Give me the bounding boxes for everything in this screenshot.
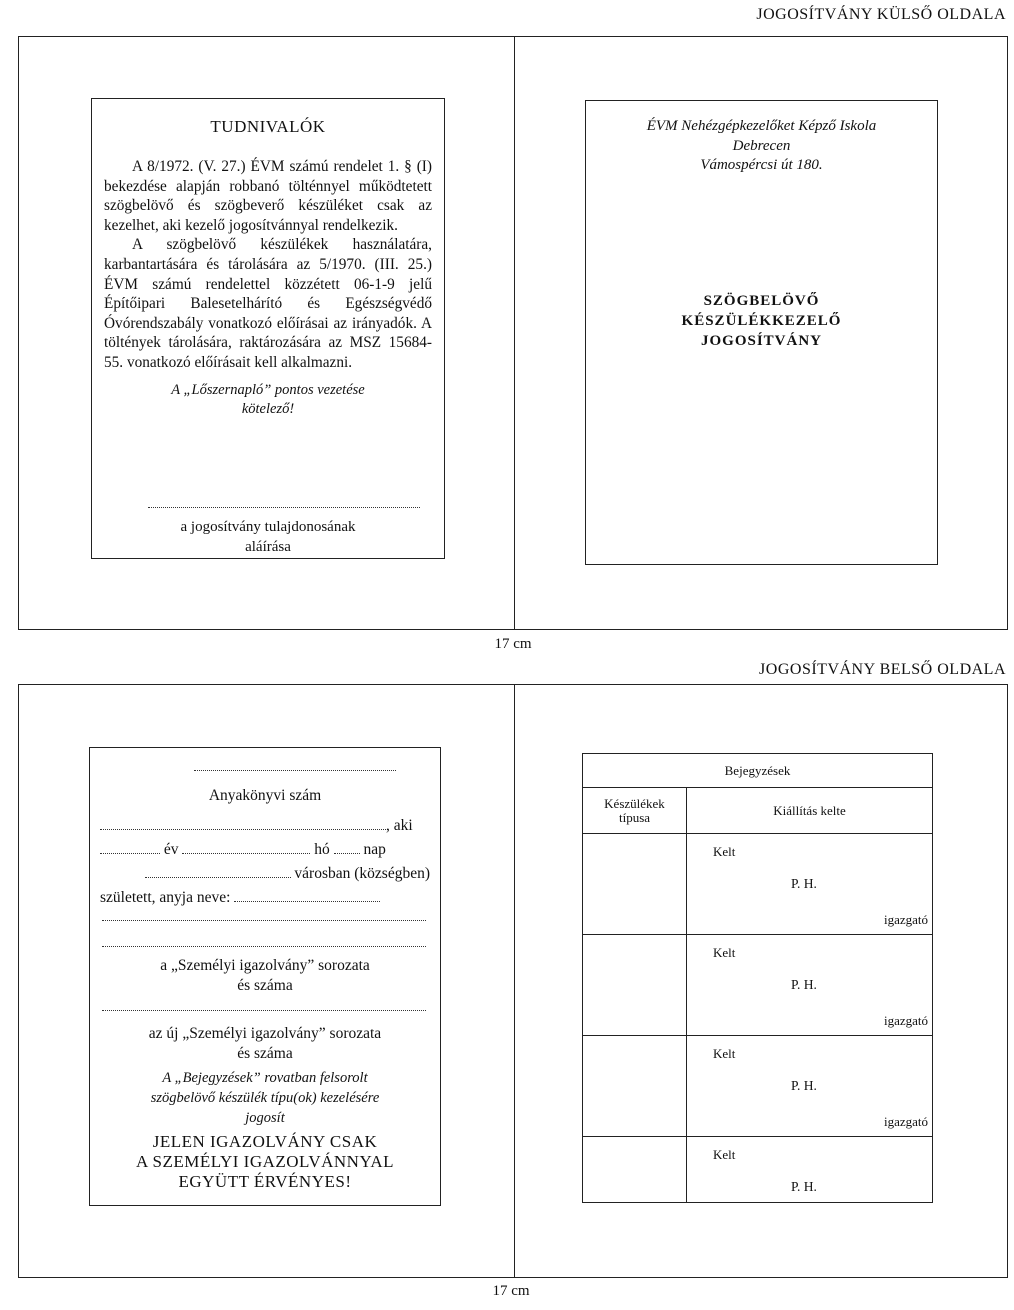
director-label: igazgató (883, 1013, 928, 1028)
aki-label: , aki (386, 817, 413, 834)
inner-side-title: JOGOSÍTVÁNY BELSŐ OLDALA (759, 661, 1006, 678)
director-label: igazgató (883, 1114, 928, 1129)
notice-panel (91, 98, 445, 559)
device-type-header-line-1: Készülékek (604, 795, 665, 811)
kelt-label: Kelt (713, 1147, 736, 1162)
cover-title (586, 291, 937, 351)
kelt-label: Kelt (713, 945, 736, 960)
outer-width-label: 17 cm (494, 636, 532, 652)
id-series-dotted-line (102, 1010, 426, 1011)
name-line (100, 816, 430, 836)
fold-line-inner (514, 685, 515, 1277)
stamp-place-label: P. H. (791, 1179, 817, 1194)
month-label: hó (314, 841, 330, 858)
validity-line-2: A SZEMÉLYI IGAZOLVÁNNYAL (135, 1152, 395, 1171)
authorization-line-2: szögbelövő készülék típu(ok) kezelésére (150, 1090, 380, 1106)
issue-date-cell (687, 1137, 933, 1203)
entries-header-label: Bejegyzések (724, 762, 791, 778)
entries-header (583, 754, 933, 788)
director-label: igazgató (883, 912, 928, 927)
table-row (583, 1036, 933, 1137)
registry-number-dotted-line (194, 770, 396, 771)
signature-dotted-line (148, 507, 420, 508)
device-type-cell (583, 1137, 687, 1203)
issue-date-cell (687, 834, 933, 935)
fold-line (514, 37, 515, 629)
day-label: nap (363, 841, 386, 858)
notice-note-line-1: A „Lőszernapló” pontos vezetése (171, 381, 365, 398)
cover-institution-name: ÉVM Nehézgépkezelőket Képző Iskola (646, 118, 877, 134)
table-row (583, 834, 933, 935)
day-dots (334, 841, 360, 854)
kelt-label: Kelt (713, 844, 736, 859)
new-id-series-line-1: az új „Személyi igazolvány” sorozata (148, 1025, 382, 1042)
device-type-cell (583, 935, 687, 1036)
entries-header-row (583, 754, 933, 788)
blank-dotted-line-1 (102, 920, 426, 921)
table-row (583, 935, 933, 1036)
issue-date-cell (687, 1036, 933, 1137)
cover-title-line-2: KÉSZÜLÉKKEZELŐ (681, 312, 842, 329)
device-type-header-line-2: típusa (618, 809, 651, 825)
outer-side-title: JOGOSÍTVÁNY KÜLSŐ OLDALA (756, 6, 1006, 23)
authorization-line-3: jogosít (245, 1110, 285, 1126)
new-id-series-label (100, 1024, 430, 1064)
signature-label-line-1: a jogosítvány tulajdonosának (180, 519, 356, 535)
entries-table (582, 753, 933, 1203)
signature-label (92, 517, 444, 557)
outer-side-frame (18, 36, 1008, 630)
year-label: év (163, 841, 179, 858)
stamp-place-label: P. H. (791, 1078, 817, 1093)
personal-data-panel (89, 747, 441, 1206)
authorization-line-1: A „Bejegyzések” rovatban felsorolt (162, 1070, 368, 1086)
notice-note-line-2: kötelező! (241, 401, 295, 418)
id-series-label (100, 956, 430, 996)
notice-paragraph-2: A szögbelövő készülékek használatára, karbantartására és tárolására az 5/1970. (III. 25.) ÉVM számú rendelettel közzétett 06-1-9 jelű Építőipari Balesetelhárító és Egészségvédő Óvórendszabály vonatkozó előírásai az irányadók. A töltények tárolására, raktározására az MSZ 15684-55. vonatkozó előírásait kell alkalmazni. (104, 236, 432, 371)
inner-side-frame (18, 684, 1008, 1278)
mother-name-line (100, 888, 430, 908)
registry-number-label: Anyakönyvi szám (208, 787, 322, 804)
name-dots (100, 817, 386, 830)
authorization-text (96, 1068, 434, 1128)
signature-label-line-2: aláírása (245, 539, 291, 555)
city-dots (145, 865, 291, 878)
kelt-label: Kelt (713, 1046, 736, 1061)
cover-panel (585, 100, 938, 565)
new-id-series-line-2: és száma (237, 1045, 293, 1062)
inner-width-label: 17 cm (492, 1283, 530, 1299)
device-type-cell (583, 834, 687, 935)
validity-notice (94, 1132, 436, 1192)
device-type-cell (583, 1036, 687, 1137)
cover-title-line-3: JOGOSÍTVÁNY (700, 332, 823, 349)
mother-name-label: született, anyja neve: (100, 889, 231, 906)
notice-note (118, 381, 418, 420)
validity-line-1: JELEN IGAZOLVÁNY CSAK (152, 1132, 378, 1151)
notice-paragraph-1: A 8/1972. (V. 27.) ÉVM számú rendelet 1. § (I) bekezdése alapján robbanó tölténnyel működtetett szögbelövő és szögbeverő készüléket csak az kezelhet, aki kezelő jogosítvánnyal rendelkezik. (104, 158, 432, 234)
issue-date-cell (687, 935, 933, 1036)
table-row (583, 1137, 933, 1203)
issue-date-header (687, 788, 933, 834)
city-line (100, 864, 430, 884)
issue-date-header-label: Kiállítás kelte (773, 802, 846, 818)
cover-institution-city: Debrecen (732, 137, 791, 154)
notice-heading: TUDNIVALÓK (210, 117, 326, 136)
device-type-header (583, 788, 687, 834)
stamp-place-label: P. H. (791, 977, 817, 992)
id-series-line-2: és száma (237, 977, 293, 994)
blank-dotted-line-2 (102, 946, 426, 947)
stamp-place-label: P. H. (791, 876, 817, 891)
year-dots (100, 841, 160, 854)
month-dots (182, 841, 310, 854)
id-series-line-1: a „Személyi igazolvány” sorozata (160, 957, 370, 974)
birthdate-line (100, 840, 430, 860)
city-label: városban (községben) (294, 865, 430, 882)
mother-name-dots (234, 889, 380, 902)
validity-line-3: EGYÜTT ÉRVÉNYES! (178, 1172, 352, 1191)
cover-title-line-1: SZÖGBELÖVŐ (703, 292, 820, 309)
cover-institution (586, 117, 937, 176)
entries-column-header-row (583, 788, 933, 834)
cover-institution-address: Vámospércsi út 180. (700, 157, 823, 173)
